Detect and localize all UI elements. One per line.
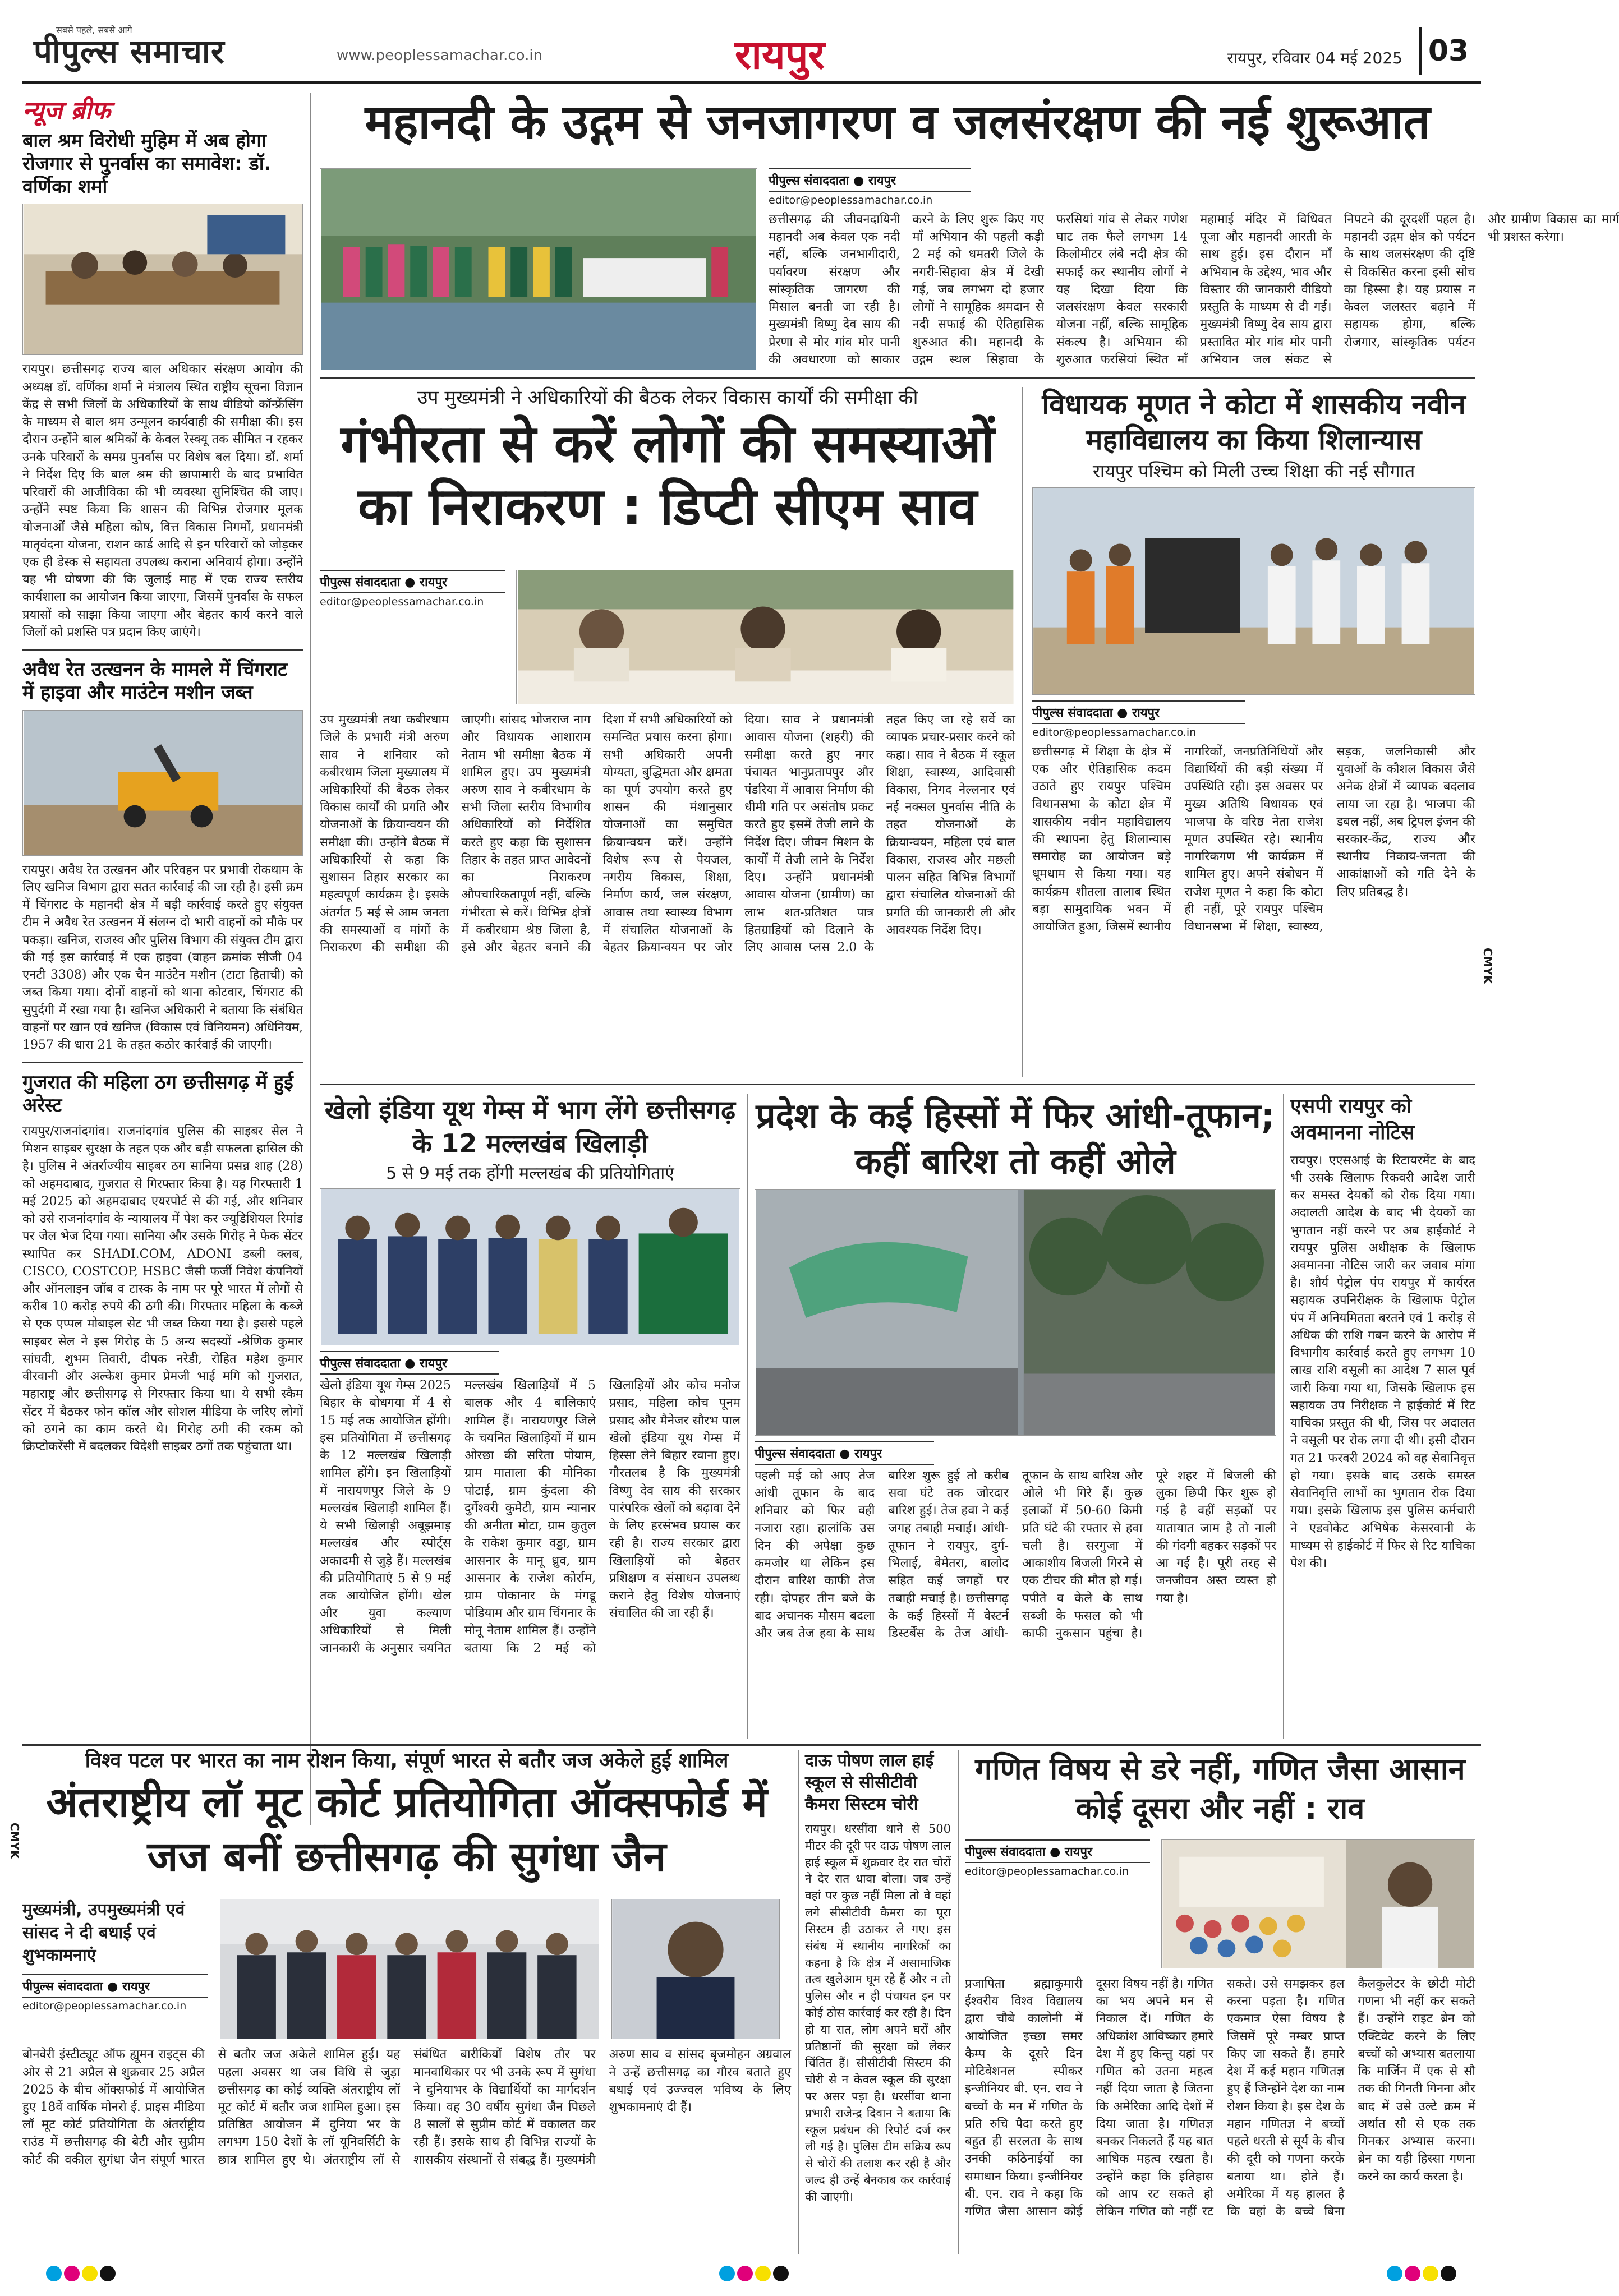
story-college [1032, 387, 1475, 1077]
email-deputy-cm[interactable]: editor@peoplessamachar.co.in [320, 596, 484, 608]
brief-body-illegal-sand: रायपुर। अवैध रेत उत्खनन और परिवहन पर प्रभावी रोकथाम के लिए खनिज विभाग द्वारा सतत कार्रवाई की जा रही है। इसी क्रम में चिंगराट के महानदी क्षेत्र में बड़ी कार्रवाई करते हुए संयुक्त टीम ने अवैध रेत उत्खनन में संलग्न दो भारी वाहनों को मौके पर पकड़ा। खनिज, राजस्व और पुलिस विभाग की संयुक्त टीम द्वारा की गई इस कार्रवाई में एक हाइवा (वाहन क्रमांक सीजी 04 एनटी 3308) और एक चैन माउंटेन मशीन (टाटा हिताची) को जब्त किया गया। दोनों वाहनों को थाना कोटवार, चिंगराट की सुपुर्दगी में रखा गया है। खनिज अधिकारी ने बताया कि संबंधित वाहनों पर खान एवं खनिज (विकास एवं विनियमन) अधिनियम, 1957 की धारा 21 के तहत कठोर कार्रवाई की जाएगी। [22, 863, 303, 1053]
headline-law-moot: अंतराष्ट्रीय लॉ मूट कोर्ट प्रतियोगिता ऑक्सफोर्ड में जज बनीं छत्तीसगढ़ की सुगंधा जैन [46, 1778, 767, 1881]
black-dot [773, 2266, 789, 2281]
byline-law-moot: पीपुल्स संवाददाता ● रायपुर [22, 1974, 208, 1998]
yellow-dot [755, 2266, 771, 2281]
story-mahanadi [769, 168, 1619, 370]
registration-mark-left [45, 2266, 117, 2281]
page-number: 03 [1419, 27, 1475, 75]
byline-mahanadi: पीपुल्स संवाददाता ● रायपुर [769, 168, 971, 192]
cyan-dot [719, 2266, 735, 2281]
divider [22, 649, 303, 651]
kicker-law-moot: विश्व पटल पर भारत का नाम रोशन किया, संपूर्ण भारत से बतौर जज अकेले हुई शामिल [85, 1749, 729, 1772]
column-rule [1022, 387, 1023, 1077]
body-cctv-theft: रायपुर। धरसींवा थाने से 500 मीटर की दूरी पर दाऊ पोषण लाल हाई स्कूल में शुक्रवार देर रात चोरों ने देर रात धावा बोला। जब उन्हें वहां पर कुछ नहीं मिला तो वे वहां लगे सीसीटीवी कैमरा का पूरा सिस्टम ही उठाकर ले गए। इस संबंध में स्थानीय नागरिकों का कहना है कि क्षेत्र में असामाजिक तत्व खुलेआम घूम रहे हैं और न तो पुलिस और न ही पंचायत इन पर कोई ठोस कार्रवाई कर रही है। दिन हो या रात, लोग अपने घरों और प्रतिष्ठानों की सुरक्षा को लेकर चिंतित हैं। सीसीटीवी सिस्टम की चोरी से न केवल स्कूल की सुरक्षा पर असर पड़ा है। धरसींवा थाना प्रभारी राजेन्द्र दिवान ने बताया कि स्कूल प्रबंधन की रिपोर्ट दर्ज कर ली गई है। पुलिस टीम सक्रिय रूप से चोरों की तलाश कर रही है और जल्द ही उन्हें बेनकाब कर कार्रवाई की जाएगी। [805, 1822, 951, 2203]
column-rule [1283, 1094, 1284, 1739]
email-mahanadi[interactable]: editor@peoplessamachar.co.in [769, 194, 933, 206]
black-dot [1441, 2266, 1456, 2281]
news-brief-column [22, 93, 303, 1825]
photo-foundation-ceremony [1032, 487, 1475, 695]
photo-mallakhamb-players [320, 1188, 740, 1345]
body-mahanadi: छत्तीसगढ़ की जीवनदायिनी महानदी अब केवल एक नदी नहीं, बल्कि जनभागीदारी, पर्यावरण संरक्षण और सांस्कृतिक जागरण की मिसाल बनती जा रही है। मुख्यमंत्री विष्णु देव साय की प्रेरणा से मोर गांव मोर पानी की अवधारणा को साकार करने के लिए शुरू किए गए माँ अभियान की पहली कड़ी 2 मई को धमतरी जिले के नगरी-सिहावा क्षेत्र में देखी गई, जब लगभग दो हजार लोगों ने सामूहिक श्रमदान से नदी सफाई की ऐतिहासिक शुरुआत की। महानदी के उद्गम स्थल सिहावा के फरसियां गांव से लेकर गणेश घाट तक फैले लगभग 14 किलोमीटर लंबे नदी क्षेत्र की सफाई कर स्थानीय लोगों ने यह दिखा दिया कि जलसंरक्षण केवल सरकारी योजना नहीं, बल्कि सामूहिक संकल्प है। अभियान की शुरुआत फरसियां स्थित माँ महामाई मंदिर में विधिवत पूजा और महानदी आरती के साथ हुई। इस दौरान माँ अभियान के उद्देश्य, भाव और विस्तार की जानकारी वीडियो प्रस्तुति के माध्यम से दी गई। मुख्यमंत्री विष्णु देव साय द्वारा प्रस्तावित मोर गांव मोर पानी अभियान जल संकट से निपटने की दूरदर्शी पहल है। महानदी उद्गम क्षेत्र को पर्यटन के साथ जलसंरक्षण की दृष्टि से विकसित करना इसी सोच का हिस्सा है। यह प्रयास न केवल जलस्तर बढ़ाने में सहायक होगा, बल्कि रोजगार, सांस्कृतिक पर्यटन और ग्रामीण विकास का मार्ग भी प्रशस्त करेगा। [769, 213, 1619, 367]
magenta-dot [64, 2266, 80, 2281]
issue-date: रायपुर, रविवार 04 मई 2025 [1227, 49, 1402, 67]
newspaper-logo: पीपुल्स समाचार [34, 33, 225, 71]
headline-deputy-cm: गंभीरता से करें लोगों की समस्याओं का निराकरण : डिप्टी सीएम साव [341, 414, 995, 537]
headline-khelo-india: खेलो इंडिया यूथ गेम्स में भाग लेंगे छत्तीसगढ़ के 12 मल्लखंब खिलाड़ी [324, 1095, 736, 1159]
brief-body-gujarat-fraud: रायपुर/राजनांदगांव। राजनांदगांव पुलिस की साइबर सेल ने मिशन साइबर सुरक्षा के तहत एक और बड़ी सफलता हासिल की है। पुलिस ने अंतर्राज्यीय साइबर ठग सानिया प्रसन्न शाह (28) को अहमदाबाद, गुजरात से गिरफ्तार किया है। यह गिरफ्तारी 1 मई 2025 को अहमदाबाद एयरपोर्ट से की गई, और शनिवार को उसे राजनांदगांव के न्यायालय में पेश कर ज्यूडिशियल रिमांड पर जेल भेज दिया गया। सानिया और उसके गिरोह ने फेक सेंटर स्थापित कर SHADI.COM, ADONI डब्ली क्लब, CISCO, COSTCOP, HSBC जैसी फर्जी निवेश कंपनियों और ऑनलाइन जॉब व टास्क के नाम पर पूरे भारत में लोगों से करीब 10 करोड़ रुपये की ठगी की। गिरफ्तार महिला के कब्जे से एक एप्पल मोबाइल सेट भी जब्त किया गया है। इससे पहले साइबर सेल ने इस गिरोह के 5 अन्य सदस्यों -श्रेणिक कुमार सांघवी, शुभम तिवारी, दीपक नरेडी, रोहित महेश कुमार वीरवानी और अल्केश कुमार प्रेमजी भाई मगि को गुजरात, महाराष्ट्र और छत्तीसगढ़ से गिरफ्तार किया था। ये सभी स्कैम सेंटर में बैठकर फोन कॉल और सोशल मीडिया के जरिए लोगों को ठगने का काम करते थे। गिरोह ठगी की रकम को क्रिप्टोकरेंसी में बदलकर विदेशी साइबर ठगों तक पहुंचाता था। [22, 1124, 303, 1454]
story-law-moot [22, 1750, 791, 2254]
photo-mallakhamb-image [320, 1189, 740, 1345]
body-sp-notice: रायपुर। एएसआई के रिटायरमेंट के बाद भी उसके खिलाफ रिकवरी आदेश जारी कर समस्त देयकों को रोक दिया गया। अदालती आदेश के बाद भी देयकों का भुगतान नहीं करने पर अब हाईकोर्ट ने रायपुर पुलिस अधीक्षक के खिलाफ अवमानना नोटिस जारी कर जवाब मांगा है। शौर्य पेट्रोल पंप रायपुर में कार्यरत सहायक उपनिरीक्षक के खिलाफ पेट्रोल पंप में अनियमितता बरतने एवं 1 करोड़ से अधिक की राशि गबन करने के आरोप में विभागीय कार्रवाई करते हुए लगभग 10 लाख राशि वसूली का आदेश 7 साल पूर्व जारी किया गया था, जिसके खिलाफ इस सहायक उप निरीक्षक ने हाईकोर्ट में रिट याचिका प्रस्तुत की थी, जिस पर अदालत ने वसूली पर रोक लगा दी थी। इसी दौरान गत 21 फरवरी 2024 को वह सेवानिवृत्त हो गया। इसके बाद उसके समस्त सेवानिवृत्ति लाभों का भुगतान रोक दिया गया। इसके खिलाफ इस पुलिस कर्मचारी ने एडवोकेट अभिषेक केसरवानी के माध्यम से हाईकोर्ट में फिर से रिट याचिका पेश की। [1290, 1153, 1475, 1570]
story-deputy-cm [320, 387, 1015, 1077]
headline-maths: गणित विषय से डरे नहीं, गणित जैसा आसान कोई दूसरा और नहीं : राव [975, 1751, 1465, 1827]
headline-sp-notice: एसपी रायपुर को अवमानना नोटिस [1290, 1095, 1415, 1144]
byline-maths: पीपुल्स संवाददाता ● रायपुर [965, 1839, 1150, 1863]
headline-weather: प्रदेश के कई हिस्सों में फिर आंधी-तूफान; कहीं बारिश तो कहीं ओले [756, 1095, 1275, 1182]
headline-college: विधायक मूणत ने कोटा में शासकीय नवीन महाविद्यालय का किया शिलान्यास [1042, 388, 1466, 456]
headline-mahanadi: महानदी के उद्गम से जनजागरण व जलसंरक्षण की नई शुरूआत [365, 94, 1431, 149]
story-maths [965, 1750, 1475, 2254]
kicker-deputy-cm: उप मुख्यमंत्री ने अधिकारियों की बैठक लेकर विकास कार्यों की समीक्षा की [417, 386, 918, 409]
brief-headline-child-labour: बाल श्रम विरोधी मुहिम में अब होगा रोजगार से पुनर्वास का समावेश: डॉ. वर्णिका शर्मा [22, 130, 272, 198]
subhead-college: रायपुर पश्चिम को मिली उच्च शिक्षा की नई सौगात [1092, 460, 1415, 482]
masthead-tagline: सबसे पहले, सबसे आगे [56, 25, 132, 35]
body-weather: पहली मई को आए तेज आंधी तूफान के बाद शनिवार को फिर वही नजारा रहा। हालांकि उस दिन की अपेक्षा कुछ कमजोर था लेकिन इस दौरान बारिश काफी तेज रही। दोपहर तीन बजे के बाद अचानक मौसम बदला और जब तेज हवा के साथ बारिश शुरू हुई तो करीब सवा घंटे तक जोरदार बारिश हुई। तेज हवा ने कई जगह तबाही मचाई। आंधी-तूफान ने रायपुर, दुर्ग-भिलाई, बेमेतरा, बालोद सहित कई जगहों पर तबाही मचाई है। छत्तीसगढ़ के कई हिस्सों में वेस्टर्न डिस्टर्बेंस के तेज आंधी-तूफान के साथ बारिश और ओले भी गिरे हैं। कुछ इलाकों में 50-60 किमी प्रति घंटे की रफ्तार से हवा चली है। सरगुजा में आकाशीय बिजली गिरने से एक टीचर की मौत हो गई। पपीते व केले के साथ सब्जी के फसल को भी काफी नुकसान पहुंचा है। पूरे शहर में बिजली की लुका छिपी फिर शुरू हो गई है वहीं सड़कों पर यातायात जाम है तो नाली की गंदगी बहकर सड़कों पर आ गई है। पूरी तरह से जनजीवन अस्त व्यस्त हो गया है। [755, 1469, 1276, 1641]
story-khelo-india [320, 1094, 740, 1739]
photo-sand-mining-image [23, 711, 302, 855]
registration-mark-center [718, 2266, 790, 2281]
section-rule [320, 377, 1475, 379]
byline-weather: पीपुल्स संवाददाता ● रायपुर [755, 1441, 934, 1465]
byline-khelo-india: पीपुल्स संवाददाता ● रायपुर [320, 1351, 499, 1375]
photo-sand-mining-machine [22, 710, 303, 856]
body-maths: प्रजापिता ब्रह्माकुमारी ईश्वरीय विश्व विद्यालय द्वारा चौबे कालोनी में आयोजित इच्छा समर कैम्प के दूसरे दिन मोटिवेशनल स्पीकर इन्जीनियर बी. एन. राव ने बच्चों के मन में गणित के प्रति रुचि पैदा करते हुए बहुत ही सरलता के साथ उनकी कठिनाईयों का समाधान किया। इन्जीनियर बी. एन. राव ने कहा कि गणित जैसा आसान कोई दूसरा विषय नहीं है। गणित का भय अपने मन से निकाल दें। गणित के अधिकांश आविष्कार हमारे देश में हुए किन्तु यहां पर गणित को उतना महत्व नहीं दिया जाता है जितना कि अमेरिका आदि देशों में दिया जाता है। गणितज्ञ बनकर निकलते हैं यह बात आधिक महत्व रखता है। उन्होंने कहा कि इतिहास को आप रट सकते हो लेकिन गणित को नहीं रट सकते। उसे समझकर हल करना पड़ता है। गणित एकमात्र ऐसा विषय है जिसमें पूरे नम्बर प्राप्त किए जा सकते हैं। हमारे देश में कई महान गणितज्ञ हुए हैं जिन्होंने देश का नाम रोशन किया है। इस देश के महान गणितज्ञ ने बच्चों पहले धरती से सूर्य के बीच की दूरी को गणना करके बताया था। होते हैं। अमेरिका में यह हालत है कि वहां के बच्चे बिना कैलकुलेटर के छोटी मोटी गणना भी नहीं कर सकते हैं। उन्होंने राइट ब्रेन को एक्टिवेट करने के लिए बच्चों को अभ्यास बतलाया कि मार्जिन में एक से सौ तक की गिनती गिनना और बाद में उसे उल्टे क्रम में अर्थात सौ से एक तक गिनकर अभ्यास करना। ब्रेन का यही हिस्सा गणना करने का कार्य करता है। [965, 1977, 1475, 2219]
photo-video-conference [22, 204, 303, 355]
section-rule [320, 1084, 1475, 1085]
photo-review-meeting [516, 570, 1015, 704]
photo-review-meeting-image [517, 570, 1015, 704]
body-deputy-cm: उप मुख्यमंत्री तथा कबीरधाम जिले के प्रभारी मंत्री अरुण साव ने शनिवार को कबीरधाम जिला मुख्यालय में अधिकारियों की बैठक लेकर विकास कार्यों की प्रगति और योजनाओं के क्रियान्वयन की समीक्षा की। उन्होंने बैठक में अधिकारियों से कहा कि सुशासन तिहार सरकार का महत्वपूर्ण कार्यक्रम है। इसके अंतर्गत 5 मई से आम जनता की समस्याओं व मांगों के निराकरण की समीक्षा की जाएगी। सांसद भोजराज नाग और विधायक आशाराम नेताम भी समीक्षा बैठक में शामिल हुए। उप मुख्यमंत्री अरुण साव ने कबीरधाम के सभी जिला स्तरीय विभागीय अधिकारियों को निर्देशित करते हुए कहा कि सुशासन तिहार के तहत प्राप्त आवेदनों का निराकरण औपचारिकतापूर्ण नहीं, बल्कि गंभीरता से करें। विभिन्न क्षेत्रों में कबीरधाम श्रेष्ठ जिला है, इसे और बेहतर बनाने की दिशा में सभी अधिकारियों को समन्वित प्रयास करना होगा। सभी अधिकारी अपनी योग्यता, बुद्धिमता और क्षमता का पूर्ण उपयोग करते हुए शासन की मंशानुसार योजनाओं का समुचित क्रियान्वयन करें। उन्होंने विशेष रूप से पेयजल, नगरीय विकास, शिक्षा, निर्माण कार्य, जल संरक्षण, आवास तथा स्वास्थ्य विभाग में संचालित योजनाओं के बेहतर क्रियान्वयन पर जोर दिया। साव ने प्रधानमंत्री आवास योजना (शहरी) की समीक्षा करते हुए नगर पंचायत भानुप्रतापपुर और पंडरिया में आवास निर्माण की धीमी गति पर असंतोष प्रकट करते हुए इसमें तेजी लाने के निर्देश दिए। जीवन मिशन के कार्यों में तेजी लाने के निर्देश दिए। उन्होंने प्रधानमंत्री आवास योजना (ग्रामीण) का लाभ शत-प्रतिशत पात्र हितग्राहियों को दिलाने के लिए आवास प्लस 2.0 के तहत किए जा रहे सर्वे का व्यापक प्रचार-प्रसार करने को कहा। साव ने बैठक में स्कूल शिक्षा, स्वास्थ्य, आदिवासी विकास, निगद नेल्लनार एवं नई नक्सल पुनर्वास नीति के तहत योजनाओं के क्रियान्वयन, महिला एवं बाल विकास, राजस्व और मछली पालन सहित विभिन्न विभागों द्वारा संचालित योजनाओं की प्रगति की जानकारी ली और आवश्यक निर्देश दिए। [320, 713, 1015, 955]
news-brief-label: न्यूज ब्रीफ [22, 96, 111, 125]
column-rule [310, 93, 311, 1825]
photo-river-cleanup-image [320, 169, 757, 370]
cyan-dot [1387, 2266, 1402, 2281]
subhead-khelo-india: 5 से 9 मई तक होंगी मल्लखंब की प्रतियोगिताएं [386, 1163, 674, 1183]
body-khelo-india: खेलो इंडिया यूथ गेम्स 2025 बिहार के बोधगया में 4 से 15 मई तक आयोजित होंगी। इस प्रतियोगिता में छत्तीसगढ़ के 12 मल्लखंब खिलाड़ी शामिल होंगे। इन खिलाड़ियों में नारायणपुर जिले के 9 मल्लखंब खिलाड़ी शामिल हैं। ये सभी खिलाड़ी अबूझमाड़ मल्लखंब और स्पोर्ट्स अकादमी से जुड़े हैं। मल्लखंब की प्रतियोगिताएं 5 से 9 मई तक आयोजित होंगी। खेल और युवा कल्याण अधिकारियों से मिली जानकारी के अनुसार चयनित मल्लखंब खिलाड़ियों में 5 बालक और 4 बालिकाएं शामिल हैं। नारायणपुर जिले के चयनित खिलाड़ियों में ग्राम ओरछा की सरिता पोयाम, ग्राम माताला की मोनिका पोटाई, ग्राम कुंदला की दुर्गेश्वरी कुमेटी, ग्राम न्यानार की अनीता मोटा, ग्राम कुतुल के राकेश कुमार वड्डा, ग्राम आसनार के मानू ध्रुव, ग्राम आसनार के राजेश कोर्राम, ग्राम पोकानार के मंगडू पोडियाम और ग्राम चिंगनार के मोनू नेताम शामिल हैं। उन्होंने बताया कि 2 मई को खिलाड़ियों और कोच मनोज प्रसाद, महिला कोच पूनम प्रसाद और मैनेजर सौरभ पाल खेलो इंडिया यूथ गेम्स में हिस्सा लेने बिहार रवाना हुए। गौरतलब है कि मुख्यमंत्री विष्णु देव साय की सरकार पारंपरिक खेलों को बढ़ावा देने के लिए हरसंभव प्रयास कर रही है। राज्य सरकार द्वारा खिलाड़ियों को बेहतर प्रशिक्षण व संसाधन उपलब्ध कराने हेतु विशेष योजनाएं संचालित की जा रही हैं। [320, 1378, 740, 1656]
story-sp-notice [1290, 1094, 1475, 1739]
photo-portrait-image [612, 1899, 779, 2039]
brief-headline-illegal-sand: अवैध रेत उत्खनन के मामले में चिंगराट में हाइवा और माउंटेन मशीन जब्त [22, 658, 288, 704]
yellow-dot [82, 2266, 98, 2281]
email-college[interactable]: editor@peoplessamachar.co.in [1032, 726, 1197, 739]
column-rule [747, 1094, 748, 1739]
email-maths[interactable]: editor@peoplessamachar.co.in [965, 1865, 1129, 1878]
website-url[interactable]: www.peoplessamachar.co.in [337, 47, 543, 64]
magenta-dot [1405, 2266, 1420, 2281]
photo-video-conference-image [23, 204, 302, 354]
yellow-dot [1423, 2266, 1438, 2281]
magenta-dot [737, 2266, 753, 2281]
divider [22, 1062, 303, 1063]
sidebar-law-moot: मुख्यमंत्री, उपमुख्यमंत्री एवं सांसद ने दी बधाई एवं शुभकामनाएं [22, 1900, 185, 1966]
registration-text-right: CMYK [1481, 948, 1494, 984]
section-title: रायपुर [734, 31, 825, 78]
body-law-moot: बोनवेरी इंस्टीट्यूट ऑफ ह्यूमन राइट्स की ओर से 21 अप्रैल से शुक्रवार 25 अप्रैल 2025 के बीच ऑक्सफोर्ड में आयोजित हुए 18वें वार्षिक मोनरो ई. प्राइस मीडिया लॉ मूट कोर्ट प्रतियोगिता के अंतर्राष्ट्रीय राउंड में छत्तीसगढ़ की बेटी और सुप्रीम कोर्ट की वकील सुगंधा जैन संपूर्ण भारत से बतौर जज अकेले शामिल हुईं। यह पहला अवसर था जब विधि से जुड़ा छत्तीसगढ़ का कोई व्यक्ति अंतराष्ट्रीय लॉ मूट कोर्ट में बतौर जज शामिल हुआ। इस प्रतिष्ठित आयोजन में दुनिया भर के लगभग 150 देशों के लॉ यूनिवर्सिटी के छात्र शामिल हुए थे। अंतराष्ट्रीय लॉ से संबंधित बारीकियों विशेष तौर पर मानवाधिकार पर भी उनके रूप में सुगंधा ने दुनियाभर के विद्यार्थियों का मार्गदर्शन किया। वह 30 वर्षीय सुगंधा जैन पिछले 8 सालों से सुप्रीम कोर्ट में वकालत कर रही हैं। इसके साथ ही विभिन्न राज्यों के शासकीय संस्थानों से संबद्ध हैं। मुख्यमंत्री अरुण साव व सांसद बृजमोहन अग्रवाल ने उन्हें छत्तीसगढ़ का गौरव बताते हुए बधाई एवं उज्ज्वल भविष्य के लिए शुभकामनाएं दी हैं। [22, 2048, 791, 2167]
photo-storm [755, 1189, 1276, 1436]
photo-river-cleanup [320, 168, 757, 370]
registration-mark-right [1386, 2266, 1457, 2281]
photo-moot-court-judges [219, 1899, 600, 2039]
story-weather [755, 1094, 1276, 1739]
photo-sugandha-jain [611, 1899, 780, 2039]
section-rule [22, 1744, 1481, 1746]
column-rule [958, 1750, 959, 2254]
brief-body-child-labour: रायपुर। छत्तीसगढ़ राज्य बाल अधिकार संरक्षण आयोग की अध्यक्ष डॉ. वर्णिका शर्मा ने मंत्रालय स्थित राष्ट्रीय सूचना विज्ञान केंद्र से सभी जिलों के अधिकारियों के साथ वीडियो कॉन्फ्रेंसिंग के माध्यम से बाल श्रम उन्मूलन कार्यवाही की समीक्षा की। इस दौरान उन्होंने बाल श्रमिकों के केवल रेस्क्यू तक सीमित न रहकर उनके परिवारों के समग्र पुनर्वास पर विशेष बल दिया। डॉ. शर्मा ने निर्देश दिए कि बाल श्रम की छापामारी के बाद प्रभावित परिवारों की आजीविका की भी व्यवस्था सुनिश्चित की जाए। उन्होंने स्पष्ट किया कि शासन की विभिन्न रोजगार मूलक योजनाओं जैसे महिला कोष, वित्त विकास निगमों, प्रधानमंत्री मातृवंदना योजना, राशन कार्ड आदि से इन परिवारों को जोड़कर एक ही डेस्क से सहायता उपलब्ध कराना अनिवार्य होगा। उन्होंने यह भी घोषणा की कि जुलाई माह में एक राज्य स्तरीय कार्यशाला का आयोजन किया जाएगा, जिसमें पुनर्वास के सफल प्रयासों को साझा किया जाएगा और बेहतर कार्य करने वाले जिलों को प्रशस्ति पत्र प्रदान किए जाएंगे। [22, 362, 303, 639]
column-rule [798, 1750, 799, 2254]
photo-storm-image [755, 1190, 1276, 1435]
byline-college: पीपुल्स संवाददाता ● रायपुर [1032, 700, 1245, 724]
masthead [22, 22, 1481, 84]
body-college: छत्तीसगढ़ में शिक्षा के क्षेत्र में एक और ऐतिहासिक कदम उठाते हुए रायपुर पश्चिम विधानसभा के कोटा क्षेत्र में शासकीय नवीन महाविद्यालय की स्थापना हेतु शिलान्यास समारोह का आयोजन बड़े धूमधाम से किया गया। यह कार्यक्रम शीतला तालाब स्थित बड़ा सामुदायिक भवन में आयोजित हुआ, जिसमें स्थानीय नागरिकों, जनप्रतिनिधियों और विद्यार्थियों की बड़ी संख्या में उपस्थिति रही। इस अवसर पर मुख्य अतिथि विधायक एवं भाजपा के वरिष्ठ नेता राजेश मूणत उपस्थित रहे। स्थानीय नागरिकगण भी कार्यक्रम में शामिल हुए। अपने संबोधन में राजेश मूणत ने कहा कि कोटा ही नहीं, पूरे रायपुर पश्चिम विधानसभा में शिक्षा, स्वास्थ्य, सड़क, जलनिकासी और युवाओं के कौशल विकास जैसे अनेक क्षेत्रों में व्यापक बदलाव लाया जा रहा है। भाजपा की डबल नहीं, अब ट्रिपल इंजन की सरकार-केंद्र, राज्य और स्थानीय निकाय-जनता की आकांक्षाओं को गति देने के लिए प्रतिबद्ध है। [1032, 744, 1475, 934]
photo-moot-court-image [219, 1899, 600, 2039]
photo-summer-camp [1161, 1839, 1475, 1968]
brief-headline-gujarat-fraud: गुजरात की महिला ठग छत्तीसगढ़ में हुई अरेस्ट [22, 1071, 293, 1117]
registration-text-left: CMYK [8, 1823, 21, 1859]
headline-cctv-theft: दाऊ पोषण लाल हाई स्कूल से सीसीटीवी कैमरा सिस्टम चोरी [805, 1751, 934, 1814]
byline-deputy-cm: पीपुल्स संवाददाता ● रायपुर [320, 570, 505, 593]
cyan-dot [46, 2266, 62, 2281]
photo-foundation-ceremony-image [1033, 488, 1475, 694]
email-law-moot[interactable]: editor@peoplessamachar.co.in [22, 1999, 187, 2012]
black-dot [100, 2266, 116, 2281]
story-cctv-theft [805, 1750, 951, 2254]
photo-summer-camp-image [1162, 1840, 1475, 1968]
